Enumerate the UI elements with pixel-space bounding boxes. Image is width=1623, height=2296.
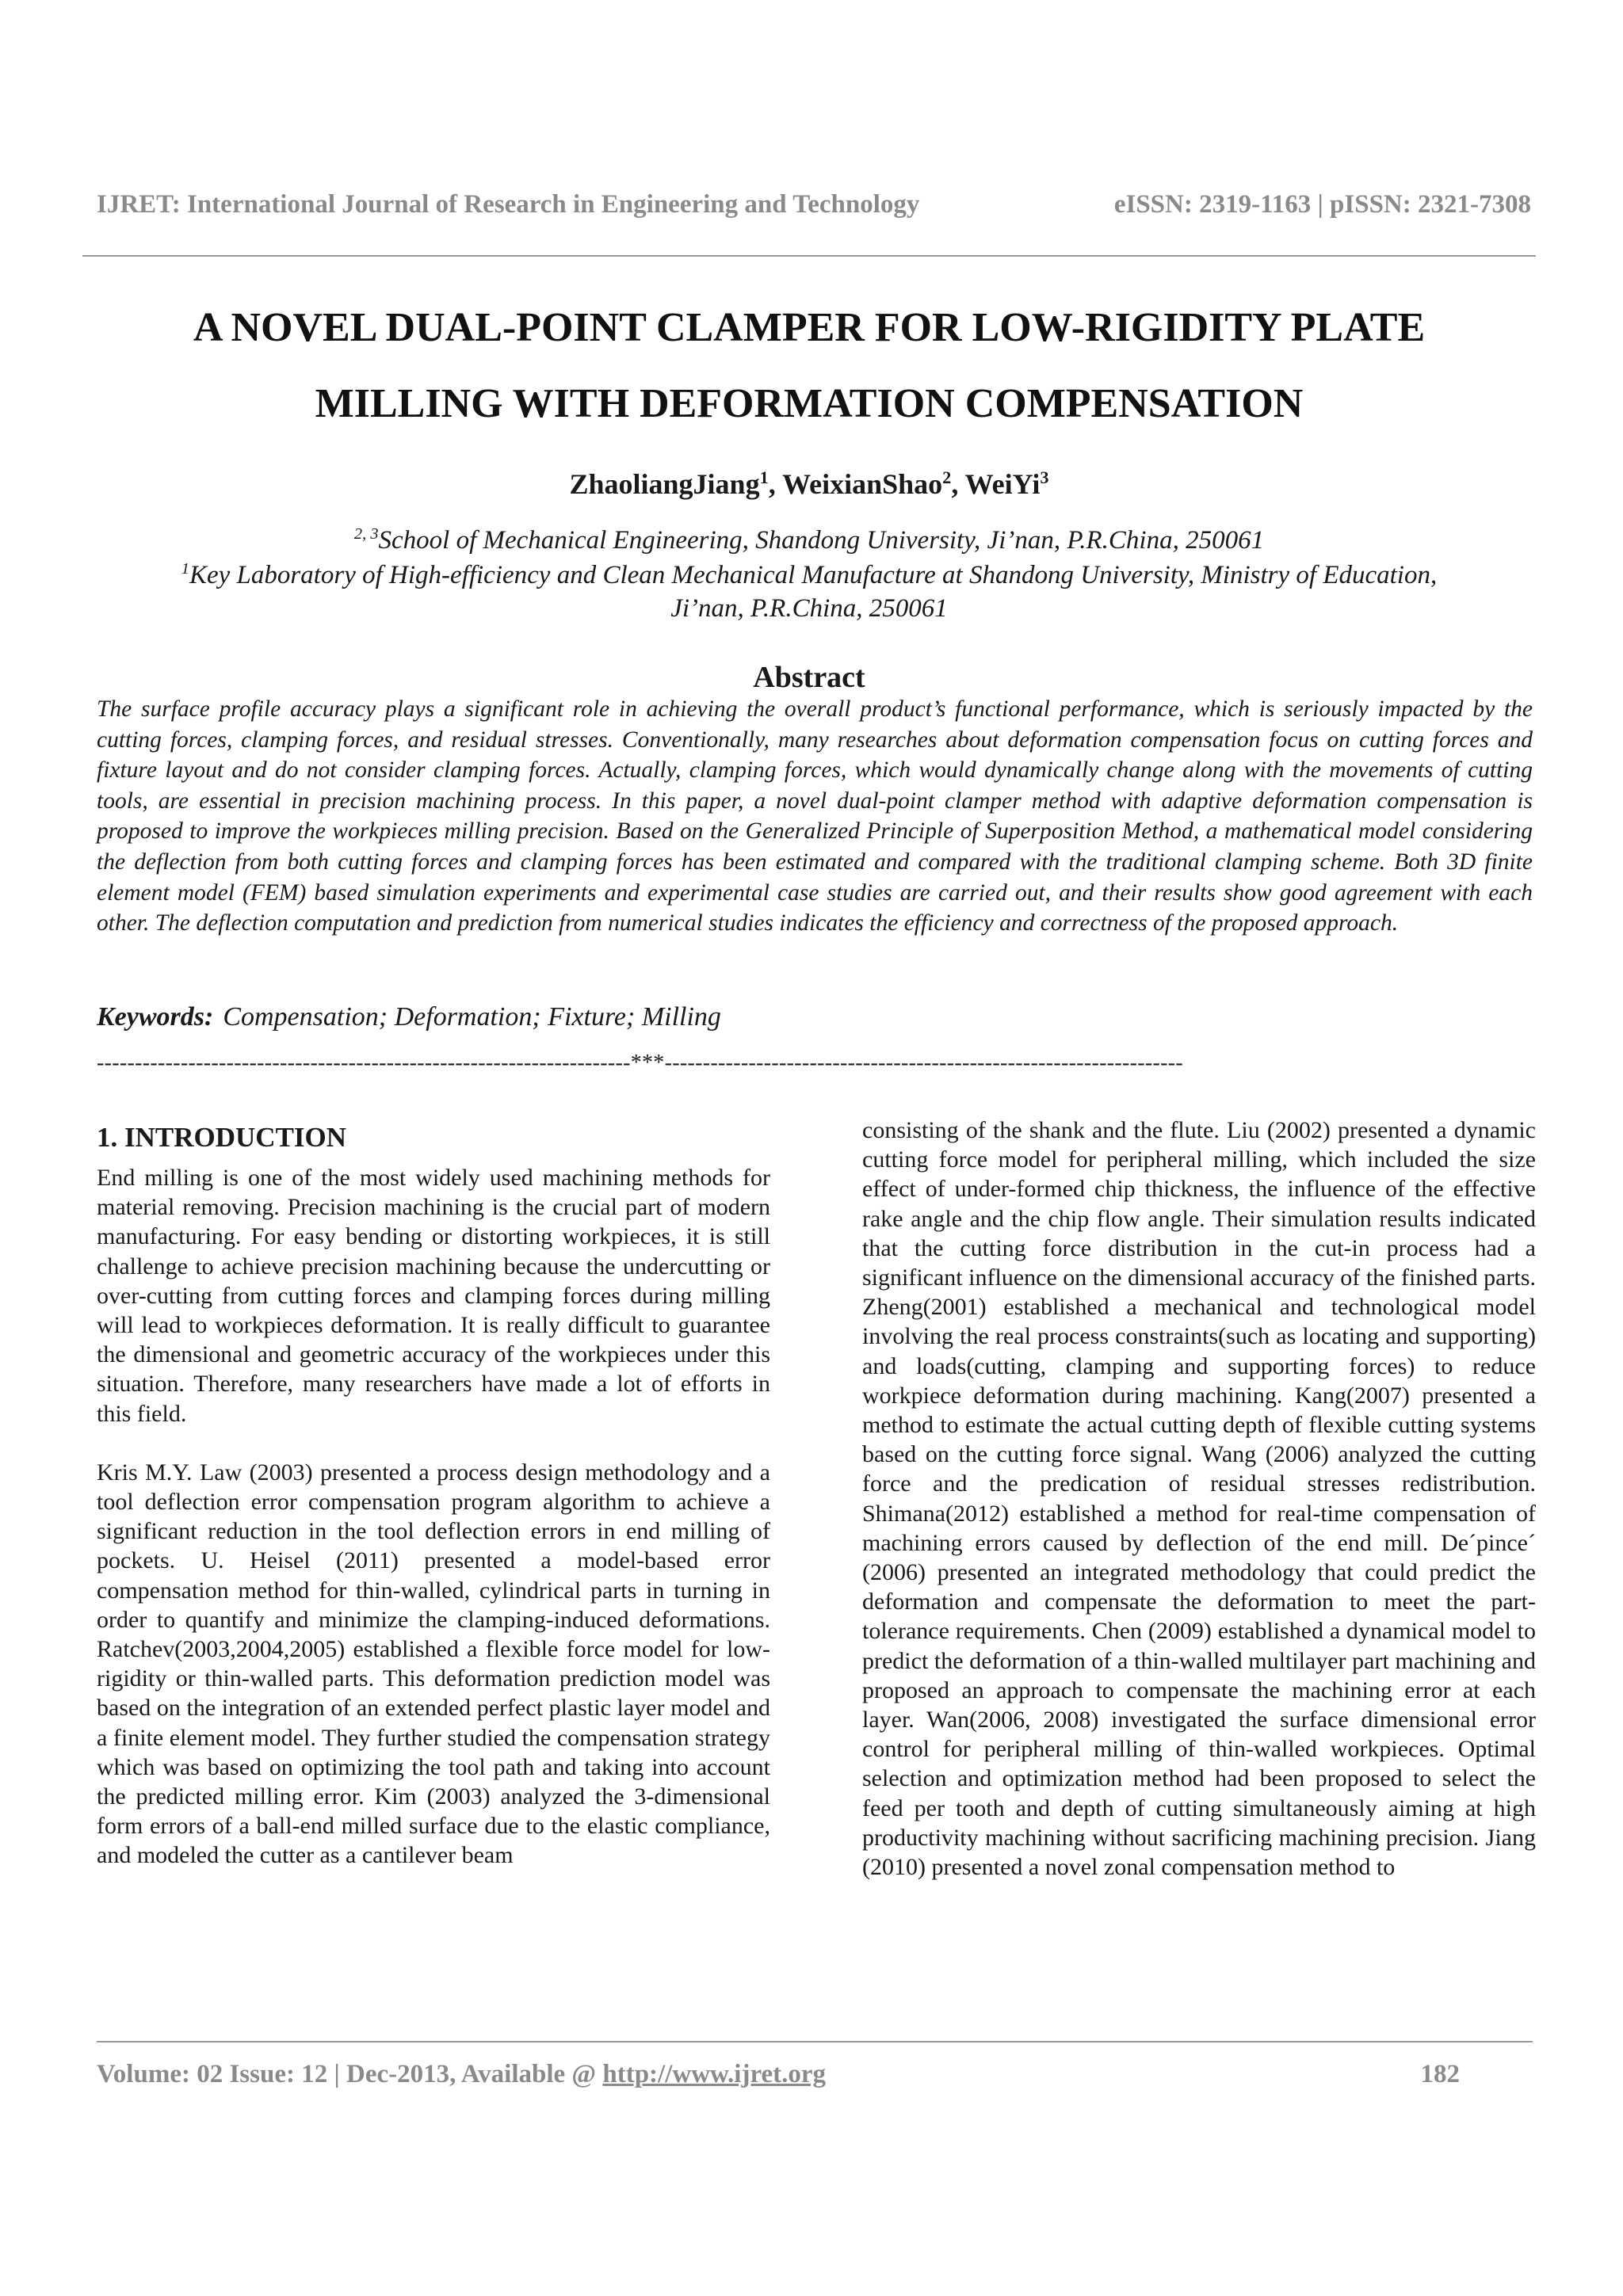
author-affiliation-marker: 1 xyxy=(759,467,769,487)
author-name: WeixianShao xyxy=(782,468,943,500)
running-header xyxy=(97,190,1531,219)
title-line-2: MILLING WITH DEFORMATION COMPENSATION xyxy=(315,381,1304,426)
left-column xyxy=(97,1109,770,1871)
author-name: ZhaoliangJiang xyxy=(569,468,760,500)
issn-numbers: eISSN: 2319-1163 | pISSN: 2321-7308 xyxy=(1113,190,1531,219)
keywords-text: Compensation; Deformation; Fixture; Milling xyxy=(223,1002,721,1032)
journal-name: IJRET: International Journal of Research in Engineering and Technology xyxy=(97,190,920,219)
affiliation-marker: 1 xyxy=(181,560,189,578)
right-column xyxy=(862,1116,1536,1882)
author-list xyxy=(82,464,1536,504)
header-divider xyxy=(82,255,1536,257)
affiliation-text: School of Mechanical Engineering, Shandong University, Ji’nan, P.R.China, 250061 xyxy=(378,526,1265,555)
abstract-heading: Abstract xyxy=(753,661,865,694)
author-affiliation-marker: 2 xyxy=(942,467,952,487)
author-separator: , xyxy=(768,468,783,500)
author-name: WeiYi xyxy=(964,468,1041,500)
abstract-body: The surface profile accuracy plays a significant role in achieving the overall product’s functional performance, which is seriously impacted by the cutting forces, clamping forces, and residual stresses. Conventionally, many researches about deformation compensation focus on cutting forces and fixture layout and do not consider clamping forces. Actually, clamping forces, which would dynamically change along with the movements of cutting tools, are essential in precision machining process. In this paper, a novel dual-point clamper method with adaptive deformation compensation is proposed to improve the workpieces milling precision. Based on the Generalized Principle of Superposition Method, a mathematical model considering the deflection from both cutting forces and clamping forces has been estimated and compared with the traditional clamping scheme. Both 3D finite element model (FEM) based simulation experiments and experimental case studies are carried out, and their results show good agreement with each other. The deflection computation and prediction from numerical studies indicates the efficiency and correctness of the proposed approach. xyxy=(97,696,1533,936)
author-affiliation-marker: 3 xyxy=(1040,467,1049,487)
journal-link[interactable]: http://www.ijret.org xyxy=(602,2060,827,2088)
footer-volume-text: Volume: 02 Issue: 12 | Dec-2013, Available @ xyxy=(97,2060,603,2088)
author-separator: , xyxy=(951,468,965,500)
paragraph: Kris M.Y. Law (2003) presented a process design methodology and a tool deflection error compensation program algorithm to achieve a significant reduction in the tool deflection errors in end milling of pockets. U. Heisel (2011) presented a model-based error compensation method for thin-walled, cylindrical parts in turning in order to quantify and minimize the clamping-induced deformations. Ratchev(2003,2004,2005) established a flexible force model for low-rigidity or thin-walled parts. This deformation prediction model was based on the integration of an extended perfect plastic layer model and a finite element model. They further studied the compensation strategy which was based on optimizing the tool path and taking into account the predicted milling error. Kim (2003) analyzed the 3-dimensional form errors of a ball-end milled surface due to the elastic compliance, and modeled the cutter as a cantilever beam xyxy=(97,1459,770,1869)
running-footer xyxy=(97,2060,1460,2089)
footer-volume xyxy=(97,2060,826,2089)
affiliation-2-continued: Ji’nan, P.R.China, 250061 xyxy=(670,594,948,623)
footer-divider xyxy=(97,2041,1533,2042)
keywords xyxy=(97,1000,1533,1035)
page-number: 182 xyxy=(1420,2060,1460,2088)
affiliation-1 xyxy=(82,523,1536,558)
paragraph: consisting of the shank and the flute. Liu (2002) presented a dynamic cutting force model for peripheral milling, which included the size effect of under-formed chip thickness, the influence of the effective rake angle and the chip flow angle. Their simulation results indicated that the cutting force distribution in the cut-in process had a significant influence on the dimensional accuracy of the finished parts. Zheng(2001) established a mechanical and technological model involving the real process constraints(such as locating and supporting) and loads(cutting, clamping and supporting forces) to reduce workpiece deformation during machining. Kang(2007) presented a method to estimate the actual cutting depth of flexible cutting systems based on the cutting force signal. Wang (2006) analyzed the cutting force and the predication of residual stresses redistribution. Shimana(2012) established a method for real-time compensation of machining errors caused by deflection of the end mill. De´pince´ (2006) presented an integrated methodology that could predict the deformation and compensate the deformation to meet the part-tolerance requirements. Chen (2009) established a dynamical model to predict the deformation of a thin-walled multilayer part machining and proposed an approach to compensate the machining error at each layer. Wan(2006, 2008) investigated the surface dimensional error control for peripheral milling of thin-walled workpieces. Optimal selection and optimization method had been proposed to select the feed per tooth and depth of cutting simultaneously aiming at high productivity machining without sacrificing machining precision. Jiang (2010) presented a novel zonal compensation method to xyxy=(862,1117,1536,1881)
paragraph: End milling is one of the most widely used machining methods for material removing. Precision machining is the crucial part of modern manufacturing. For easy bending or distorting workpieces, it is still challenge to achieve precision machining because the undercutting or over-cutting from cutting forces and clamping forces during milling will lead to workpieces deformation. It is really difficult to guarantee the dimensional and geometric accuracy of the workpieces under this situation. Therefore, many researchers have made a lot of efforts in this field. xyxy=(97,1165,770,1427)
section-heading-introduction: 1. INTRODUCTION xyxy=(97,1122,347,1153)
section-separator: ----------------------------------------------------------------------***-------------------------------------------------------------------- xyxy=(97,1051,1184,1075)
affiliation-marker: 2, 3 xyxy=(353,525,379,543)
title-line-1: A NOVEL DUAL-POINT CLAMPER FOR LOW-RIGIDITY PLATE xyxy=(193,305,1426,350)
paper-title xyxy=(82,290,1536,442)
affiliation-2 xyxy=(82,558,1536,593)
affiliation-text: Key Laboratory of High-efficiency and Clean Mechanical Manufacture at Shandong University, Ministry of Education, xyxy=(189,561,1438,589)
keywords-label: Keywords: xyxy=(97,1002,214,1032)
